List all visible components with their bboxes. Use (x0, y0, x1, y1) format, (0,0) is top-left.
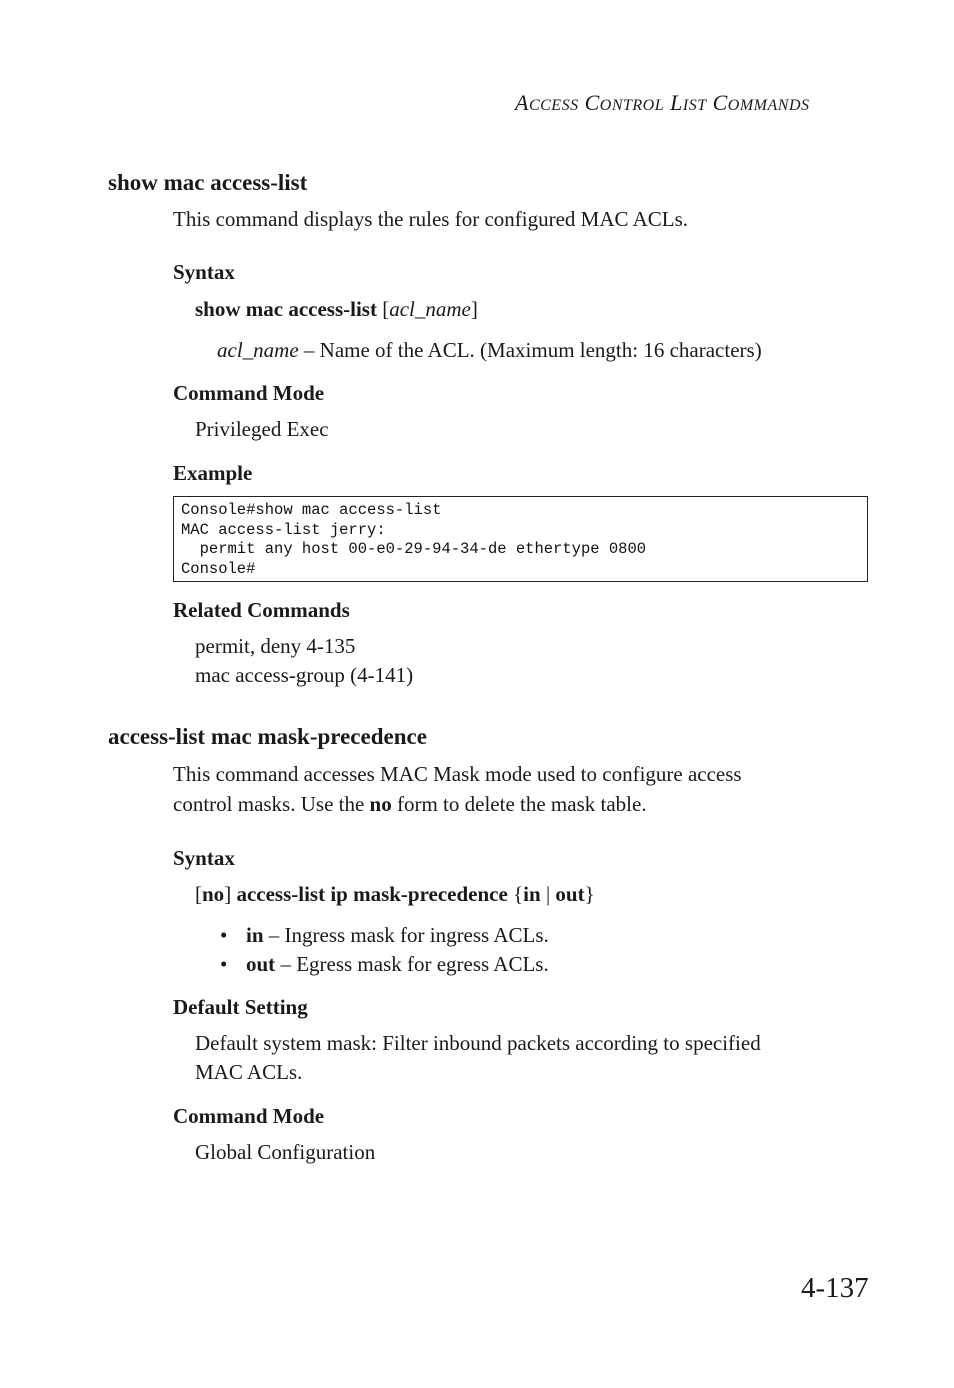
running-head: ACCESS CONTROL LIST COMMANDS (515, 90, 810, 115)
section-description: control masks. Use the no form to delete the mask table. (173, 792, 647, 816)
bullet-icon: • (220, 952, 228, 976)
syntax-heading: Syntax (173, 260, 235, 284)
command-mode-value: Privileged Exec (195, 417, 329, 441)
related-command-link: mac access-group (4-141) (195, 663, 414, 687)
default-setting-value: MAC ACLs. (195, 1060, 303, 1084)
default-setting-heading: Default Setting (173, 995, 308, 1019)
syntax-line: show mac access-list [acl_name] (195, 297, 478, 321)
section-description: This command displays the rules for configured MAC ACLs. (173, 207, 689, 231)
section-title: show mac access-list (108, 170, 308, 195)
command-mode-heading: Command Mode (173, 1104, 325, 1128)
list-item: • in – Ingress mask for ingress ACLs. (220, 923, 549, 947)
related-command-link: permit, deny 4-135 (195, 634, 356, 658)
code-line: permit any host 00-e0-29-94-34-de ethertype 0800 (181, 540, 647, 558)
related-commands-heading: Related Commands (173, 598, 350, 622)
code-line: MAC access-list jerry: (181, 520, 386, 539)
command-mode-heading: Command Mode (173, 381, 325, 405)
parameter-description: acl_name – Name of the ACL. (Maximum length: 16 characters) (217, 338, 762, 362)
syntax-heading: Syntax (173, 846, 235, 870)
syntax-line: [no] access-list ip mask-precedence {in | out} (195, 882, 595, 906)
code-line: Console# (181, 559, 256, 578)
bullet-icon: • (220, 923, 228, 947)
default-setting-value: Default system mask: Filter inbound packets according to specified (195, 1031, 761, 1055)
section-description: This command accesses MAC Mask mode used to configure access (173, 762, 742, 786)
example-code-box (173, 496, 868, 582)
page-number: 4-137 (801, 1272, 869, 1304)
command-mode-value: Global Configuration (195, 1140, 376, 1164)
example-heading: Example (173, 461, 253, 485)
list-item: • out – Egress mask for egress ACLs. (220, 952, 549, 976)
section-title: access-list mac mask-precedence (108, 724, 427, 749)
code-line: Console#show mac access-list (181, 501, 442, 519)
